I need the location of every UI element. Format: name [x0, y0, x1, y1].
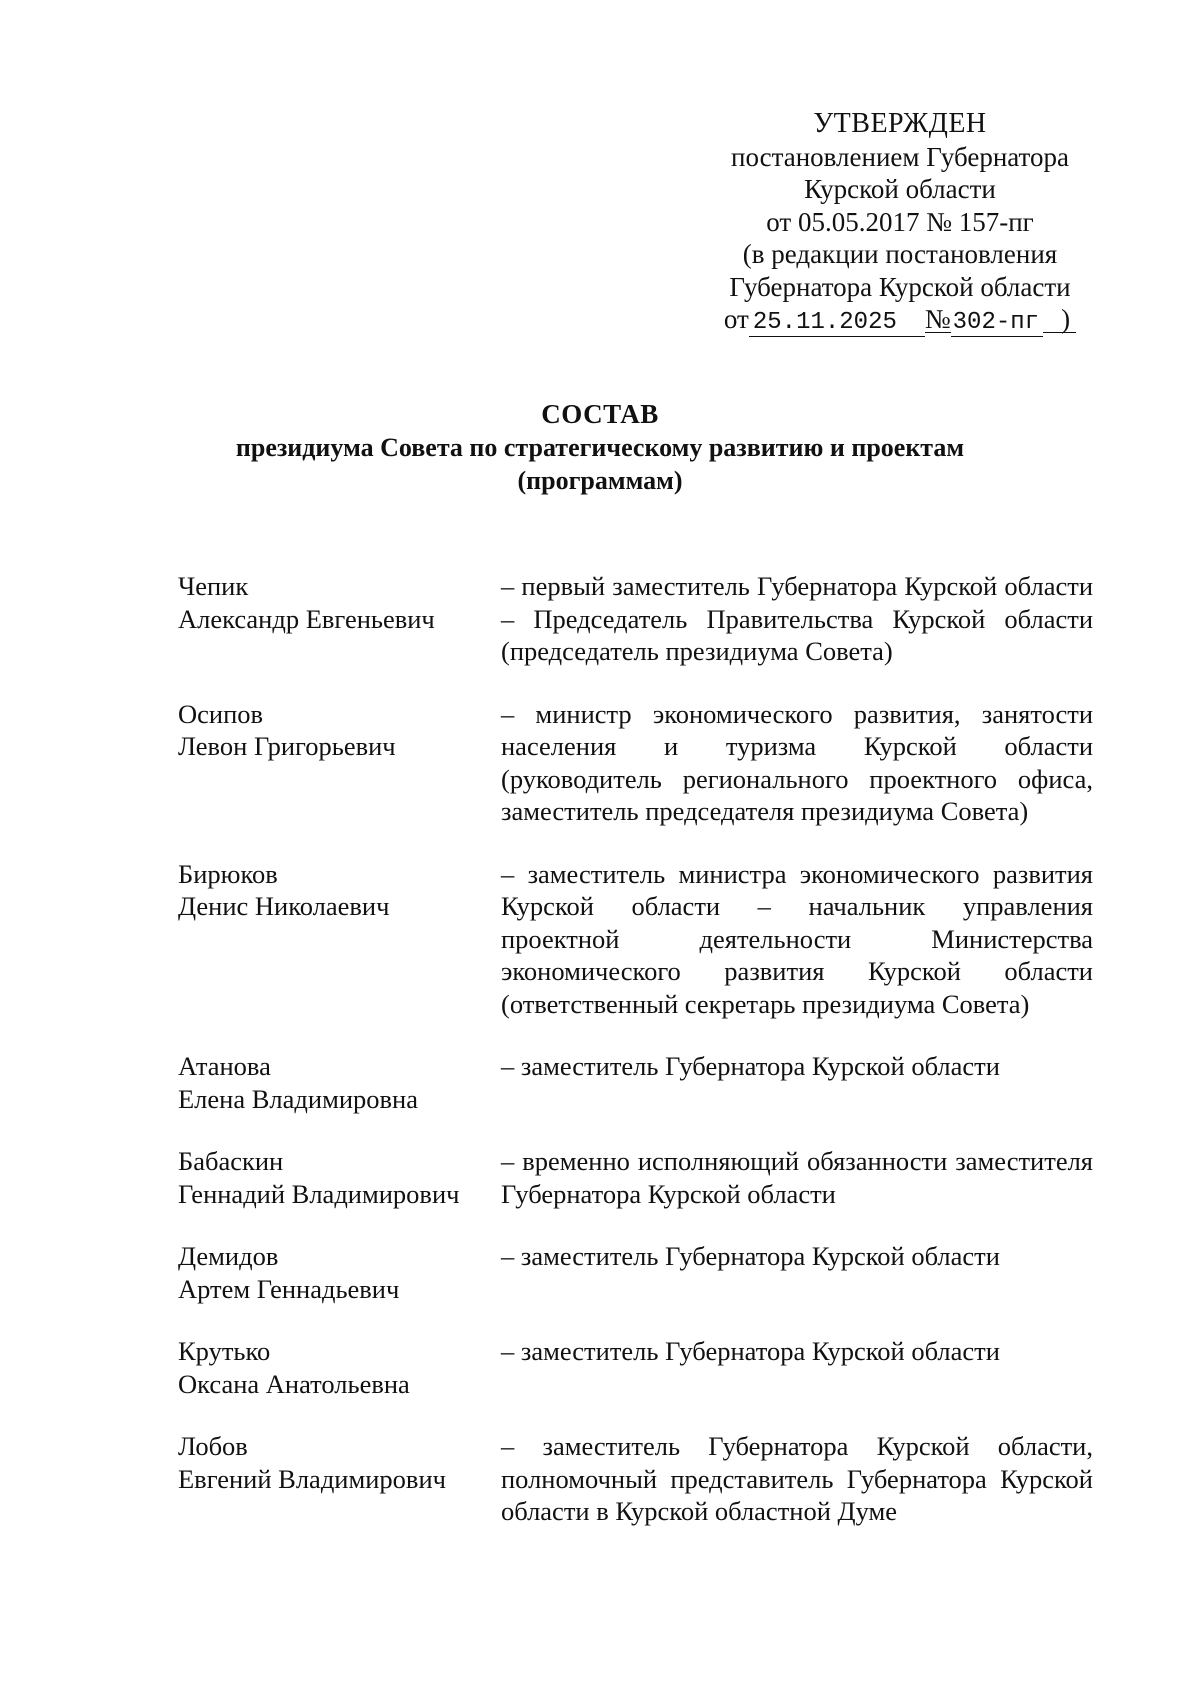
member-row: [178, 1430, 1093, 1528]
number-sign: №: [924, 304, 951, 334]
member-given-name: Геннадий Владимирович: [178, 1178, 460, 1209]
member-row: [178, 858, 1093, 1021]
title-main: СОСТАВ: [541, 399, 659, 429]
member-surname: Демидов: [178, 1241, 279, 1271]
revision-number: 302-пг: [951, 310, 1043, 337]
member-row: [178, 1240, 1093, 1305]
member-name: [178, 1240, 501, 1305]
member-name: [178, 1145, 501, 1210]
member-row: [178, 1145, 1093, 1210]
member-surname: Бабаскин: [178, 1146, 284, 1176]
document-title: [160, 398, 1040, 497]
approval-line-4: (в редакции постановления: [742, 239, 1058, 269]
member-role: – министр экономического развития, занятости населения и туризма Курской области (руководитель регионального проектного офиса, заместитель председателя президиума Совета): [501, 698, 1093, 826]
approval-line-2: Курской области: [804, 174, 996, 204]
member-given-name: Александр Евгеньевич: [178, 603, 435, 634]
member-role: – первый заместитель Губернатора Курской области – Председатель Правительства Курской области (председатель президиума Совета): [501, 571, 1093, 666]
approval-line-5: Губернатора Курской области: [729, 271, 1071, 302]
member-surname: Лобов: [178, 1431, 248, 1461]
member-row: [178, 1335, 1093, 1400]
member-role: – заместитель Губернатора Курской области: [501, 1051, 1000, 1081]
member-role: – заместитель Губернатора Курской области: [501, 1336, 1000, 1366]
approval-line-1: постановлением Губернатора: [731, 141, 1069, 172]
member-name: [178, 1430, 501, 1528]
member-surname: Крутько: [178, 1336, 271, 1366]
member-name: [178, 570, 501, 668]
member-given-name: Оксана Анатольевна: [178, 1368, 410, 1399]
approved-heading: УТВЕРЖДЕН: [813, 108, 987, 139]
member-name: [178, 1050, 501, 1115]
members-list: [178, 570, 1093, 1558]
approval-line-3: от 05.05.2017 № 157-пг: [766, 206, 1034, 237]
revision-date-line: [690, 303, 1110, 337]
member-row: [178, 1050, 1093, 1115]
member-name: [178, 858, 501, 1021]
member-name: [178, 698, 501, 828]
member-name: [178, 1335, 501, 1400]
member-surname: Осипов: [178, 698, 264, 729]
approval-stamp: [690, 108, 1110, 337]
revision-date: 25.11.2025: [749, 310, 925, 337]
closing-paren: ): [1043, 306, 1076, 333]
member-role: – временно исполняющий обязанности заместителя Губернатора Курской области: [501, 1146, 1093, 1209]
date-prefix: от: [723, 304, 749, 334]
title-line-3: (программам): [517, 466, 683, 495]
member-surname: Чепик: [178, 571, 249, 601]
title-line-2: президиума Совета по стратегическому развитию и проектам: [235, 433, 965, 462]
member-row: [178, 570, 1093, 668]
member-given-name: Евгений Владимирович: [178, 1463, 446, 1494]
member-role: – заместитель министра экономического развития Курской области – начальник управления проектной деятельности Министерства экономического развития Курской области (ответственный секретарь президиума Совета): [501, 858, 1093, 1019]
member-given-name: Денис Николаевич: [178, 891, 390, 921]
member-row: [178, 698, 1093, 828]
member-role: – заместитель Губернатора Курской области: [501, 1241, 1000, 1271]
member-role: – заместитель Губернатора Курской области, полномочный представитель Губернатора Курской области в Курской областной Думе: [501, 1431, 1093, 1526]
member-given-name: Елена Владимировна: [178, 1083, 418, 1114]
member-given-name: Левон Григорьевич: [178, 731, 396, 761]
member-surname: Бирюков: [178, 858, 278, 889]
member-given-name: Артем Геннадьевич: [178, 1273, 400, 1304]
member-surname: Атанова: [178, 1051, 271, 1081]
